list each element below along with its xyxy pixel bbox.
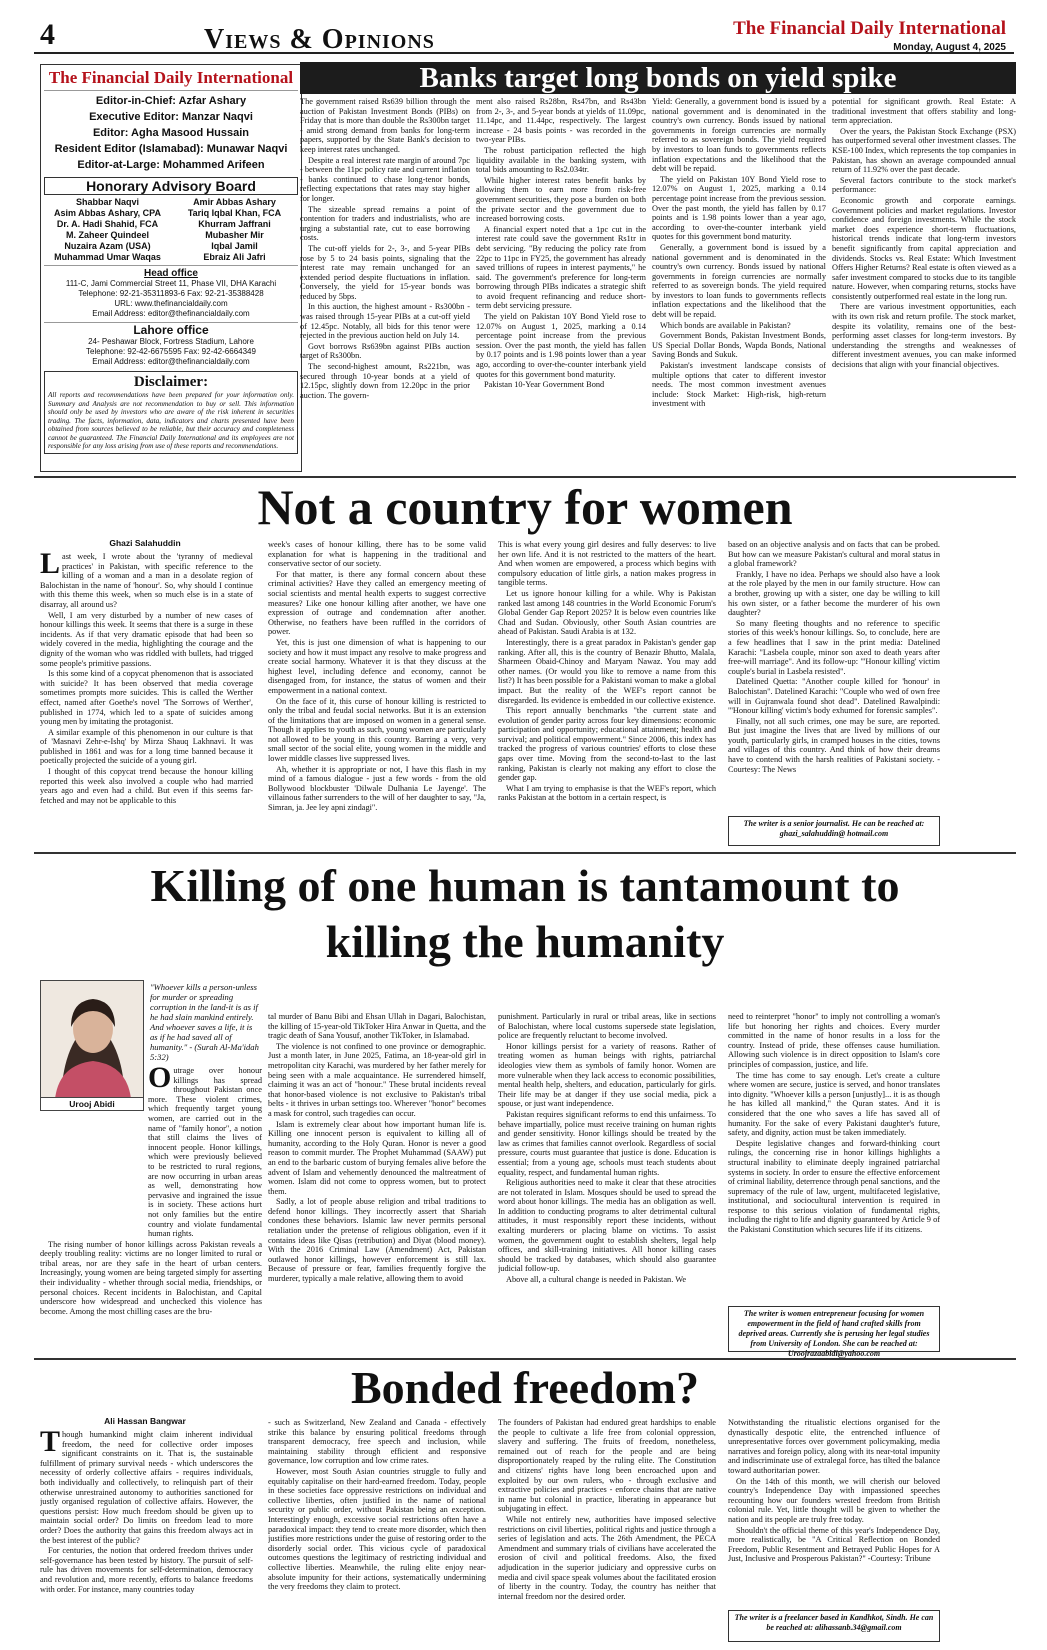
pull-quote: "Whoever kills a person-unless for murder or spreading corruption in the land-it is as if he had slain mankind entirely. And whoever saves a life, it is as if he had saved all of humanity." - (Surah Al-Ma'idah 5:32) xyxy=(150,982,259,1062)
paragraph: Pakistan's investment landscape consists of multiple options that cater to different investor needs. The most common investment avenues include: Stock Market: High-risk, high-return investment with xyxy=(652,361,826,409)
paragraph: Ah, whether it is appropriate or not, I have this flash in my mind of a famous dialogue - just a few words - from the old Bollywood blockbuster 'Dilwale Dulhania Le Jayenge'. The villainous father surrenders to the will of her daughter to say, "Ja, Simran, ja. Jee ley apni zindagi". xyxy=(268,764,486,813)
paragraph: Datelined Quetta: "Another couple killed for 'honour' in Balochistan". Datelined Karachi: "Couple who wed of own free will in Gujranwala found shot dead". Datelined Rawalpindi: "'Honour killing' victim's body exhumed for forensic samples". xyxy=(728,677,940,716)
paragraph xyxy=(40,1066,262,1239)
paragraph: punishment. Particularly in rural or tribal areas, like in sections of Balochistan, where local customs supersede state legislation, police are frequently reluctant to become involved. xyxy=(498,1012,716,1041)
disclaimer-title: Disclaimer: xyxy=(133,374,209,390)
paragraph: This report annually benchmarks "the current state and evolution of gender parity across four key dimensions: economic participation and opportunity; educational attainment; health and survival; and political empowerment." Since 2006, this index has tracked the progress of various countries' efforts to close these gaps over time. Moving from the second-to-last to the last ranking, Pakistan is clearly not making any effort to close the gender gap. xyxy=(498,706,716,783)
office-line: Telephone: 92-21-35311893-6 Fax: 92-21-35388428 xyxy=(78,289,264,298)
paragraph: While not entirely new, authorities have imposed selective restrictions on civil liberties, political rights and justice through a series of legislation and acts. The 26th Amendment, the PECA Amendment and summary trials of civilians have accelerated the erosion of civil and political freedoms. Also, the fixed adjudication in the superior judiciary and oppressive curbs on media and civil space speak volumes about the facilitated erosion of liberty in the country. Today, the country has neither that internal freedom nor the desired order. xyxy=(498,1514,716,1601)
section-divider xyxy=(34,852,1016,854)
paragraph: Shouldn't the official theme of this year's Independence Day, more realistically, be "A Critical Reflection on Bonded Freedom, Public Resentment and Betrayed Public Hopes for A Just, Inclusive and Prosperous Pakistan?" -Courtesy: Tribune xyxy=(728,1525,940,1564)
office-line: Telephone: 92-42-6675595 Fax: 92-42-6664349 xyxy=(86,347,256,356)
advisor-name: Mubasher Mir xyxy=(205,230,264,240)
paragraph: based on an objective analysis and on facts that can be probed. But how can we measure Pakistan's cultural and moral status in a global framework? xyxy=(728,540,940,569)
paragraph: - such as Switzerland, New Zealand and Canada - effectively strike this balance by ensuring political freedoms through transparent democracy, free speech and inclusion, while maintaining stability through efficient and responsive governance, low corruption and low crime rates. xyxy=(268,1418,486,1466)
advisor-name: Amir Abbas Ashary xyxy=(193,197,276,207)
advisor-name: Nuzaira Azam (USA) xyxy=(64,241,151,251)
byline: Ghazi Salahuddin xyxy=(109,538,181,548)
office-email[interactable]: Email Address: editor@thefinancialdaily.com xyxy=(92,309,250,318)
paragraph: The second-highest amount, Rs221bn, was secured through 10-year bonds at a yield of 12.15pc, slightly down from 12.20pc in the prior auction. The govern- xyxy=(300,362,470,400)
paragraph: tal murder of Banu Bibi and Ehsan Ullah in Dagari, Balochistan, the killing of 15-year-old TikToker Hira Anwar in Quetta, and the tragic death of Sana Yousuf, another TikToker, in Islamabad. xyxy=(268,1012,486,1041)
office-line: 24- Peshawar Block, Fortress Stadium, Lahore xyxy=(88,337,254,346)
paragraph: Well, I am very disturbed by a number of new cases of honour killings this week. It seems that there is a surge in these incidents. As if that very dramatic episode that had been so widely covered in the media, highlighting the courage and the dignity of the woman who was riddled with bullets, had trigged some people's primitive passions. xyxy=(40,610,253,668)
article1-column-3 xyxy=(652,97,826,471)
advisor-name: Shabbar Naqvi xyxy=(75,197,140,207)
article2-column-3 xyxy=(498,540,716,847)
article1-column-4 xyxy=(832,97,1016,471)
paragraph: For that matter, is there any formal concern about these criminal activities? Have they called an emergency meeting of social scientists and mental health experts to suggest corrective measures? Like one honour killing after another, we have one expression of outrage and condemnation after another. Otherwise, no feathers have been ruffled in the corridors of power. xyxy=(268,569,486,637)
paragraph: The robust participation reflected the high liquidity available in the banking system, with total bids amounting to Rs2.034tr. xyxy=(476,145,646,175)
article1-column-1 xyxy=(300,97,470,471)
paragraph: Frankly, I have no idea. Perhaps we should also have a look at the role played by the men in our family structure. How can a brother, growing up with a sister, one day be willing to kill his own sister, or a father become the murderer of his own daughter? xyxy=(728,569,940,618)
paragraph: The sizeable spread remains a point of contention for traders and industrialists, who are urging a substantial rate, cut to ease borrowing costs. xyxy=(300,204,470,243)
drop-cap: O xyxy=(148,1066,172,1094)
paragraph: Interestingly, there is a great paradox in Pakistan's gender gap ranking. After all, this is the country of Benazir Bhutto, Malala, Sharmeen Obaid-Chinoy and Maryam Nawaz. You may add other names. (Or would you like to remove a name from this list?) It has been possible for a Pakistani woman to make a global impact. But the reality of the WEF's report cannot be disregarded. Its evidence is embedded in our collective existence. xyxy=(498,637,716,705)
article2-column-4 xyxy=(728,540,940,812)
paragraph: Honor killings persist for a variety of reasons. Rather of treating women as human beings with rights, patriarchal ideologies view them as symbols of family honor. Women are more vulnerable when they lack access to economic possibilities, mental health help, shelters, and education, particularly for girls. Their life may be at danger if they use social media, pick a spouse, or just want independence. xyxy=(498,1041,716,1109)
article2-column-2 xyxy=(268,540,486,847)
paragraph: Several factors contribute to the stock market's performance: xyxy=(832,175,1016,195)
paragraph: Pakistan requires significant reforms to end this unfairness. To behave impartially, police must receive training on human rights and gender sensitivity. Honor killings should be treated by the law as crimes that families cannot overlook. Regardless of social pressure, courts must guarantee that justice is done. Education is essential; from a young age, schools must teach students about equality, respect, and fundamental human rights. xyxy=(498,1109,716,1177)
paragraph: potential for significant growth. Real Estate: A traditional investment that offers stability and long-term appreciation. xyxy=(832,97,1016,126)
paragraph: Finally, not all such crimes, one may be sure, are reported. But just imagine the lives that are lived by millions of our youth, particularly girls, in cramped houses in the cities, towns and villages of this country. And think of how their dreams have to contend with the harsh realities of Pakistani society. -Courtesy: The News xyxy=(728,716,940,774)
paragraph: A similar example of this phenomenon in our culture is that of 'Masnavi Zehr-e-Ishq' by Mirza Shauq Lakhnavi. It was published in 1861 and was for a long time banned because it poetically projected the suicide of a young girl. xyxy=(40,727,253,766)
paragraph: The cut-off yields for 2-, 3-, and 5-year PIBs rose by 5 to 24 basis points, signaling that the interest rate may remain unchanged for an extended period despite fluctuations in inflation. Conversely, the yield for 15-year bonds was reduced by 5bps. xyxy=(300,243,470,301)
paragraph: The violence is not confined to one province or demographic. Just a month later, in June 2025, Fatima, an 18-year-old girl in metropolitan city Karachi, was murdered by her father merely for being seen with a male acquaintance. He surrendered himself, claiming it was an act of "honour." These brutal incidents reveal that honor-based violence is not exclusive to Pakistan's tribal belts - it thrives in urban settings too. Wherever "honor" becomes a mask for control, such tragedies can occur. xyxy=(268,1041,486,1118)
advisor-name: Tariq Iqbal Khan, FCA xyxy=(187,208,282,218)
paragraph: Above all, a cultural change is needed in Pakistan. We xyxy=(506,1275,687,1285)
article3-column-1 xyxy=(40,1066,262,1354)
paragraph: Yield: Generally, a government bond is issued by a national government and is denominated in the country's own currency. Bonds issued by national governments in foreign currencies are normally referred to as sovereign bonds. The yield required by investors to loan funds to governments reflects inflation expectations and the likelihood that the debt will be repaid. xyxy=(652,97,826,174)
byline: Ali Hassan Bangwar xyxy=(104,1416,186,1426)
paragraph: The government raised Rs639 billion through the auction of Pakistan Investment Bonds (PIBs) on Friday that is more than double the Rs300bn target - amid strong demand from banks for long-term papers, supported by the State Bank's decision to keep interest rates unchanged. xyxy=(300,97,470,154)
office-url[interactable]: URL: www.thefinancialdaily.com xyxy=(114,299,228,308)
paragraph: Yet, this is just one dimension of what is happening to our society and how it must impact any resolve to make progress and create social harmony. Whatever it is that they discuss at the highest level, including defence and economy, cannot be disengaged from, for instance, the status of women and their empowerment in a national context. xyxy=(268,637,486,695)
issue-date: Monday, August 4, 2025 xyxy=(893,42,1006,53)
head-office-title: Head office xyxy=(144,268,198,279)
staff-line: Editor-in-Chief: Azfar Ashary xyxy=(95,95,247,107)
paragraph: Economic growth and corporate earnings. Government policies and market regulations. Investor confidence and foreign investments. While the stock market does experience short-term fluctuations, historical trends indicate that long-term investors benefit significantly from capital appreciation and dividends. Stocks vs. Real Estate: Which Investment Offers Higher Returns? Real estate is often viewed as a safer investment compared to stocks due to its tangible nature. However, when comparing returns, stocks have consistently outperformed real estate in the long run. xyxy=(832,195,1016,301)
sidebar-paper-name: The Financial Daily International xyxy=(44,68,298,91)
editorial-staff xyxy=(44,91,298,175)
article3-column-2 xyxy=(268,1012,486,1352)
paragraph: Notwithstanding the ritualistic elections organised for the dynastically despotic elite, the entrenched influence of unrepresentative forces over government policymaking, media narratives and foreign policy, along with its near-total impunity and indiscriminate use of extralegal force, has tilted the balance toward authoritarian power. xyxy=(728,1418,940,1475)
paragraph: A financial expert noted that a 1pc cut in the interest rate could save the government Rs1tr in debt servicing. "By reducing the policy rate from 22pc to 11pc in FY25, the government has already saved trillions of rupees in interest payments," he said. The government's preference for long-term borrowing through PIBs indicates a strategic shift to avoid frequent refinancing and reduce short-term debt servicing pressure. xyxy=(476,224,646,311)
paragraph xyxy=(40,552,253,610)
drop-cap: L xyxy=(40,552,61,580)
paragraph: Pakistan 10-Year Government Bond xyxy=(484,380,605,390)
author-note: The writer is a freelancer based in Kandhkot, Sindh. He can be reached at: alihassanb.34@gmail.com xyxy=(728,1610,940,1642)
disclaimer-text: All reports and recommendations have been prepared for your information only. Summary and Analysis are not recommendation to buy or sell. This information should only be used by investors who are aware of the risk inherent in securities trading. The facts, information, data, indicators and charts presented have been obtained from sources believed to be reliable, but their accuracy and completeness cannot be guaranteed. The Financial Daily International and its employees are not responsible for any loss arising from use of these reports and recommendations. xyxy=(48,391,294,450)
paragraph: There are various investment opportunities, each with its own risk and return profile. The stock market, despite its volatility, remains one of the best-performing asset classes for long-term investors. By understanding the strengths and weaknesses of different investment avenues, you can make informed decisions that align with your financial objectives. xyxy=(832,302,1016,370)
paragraph: In this auction, the highest amount - Rs300bn - was raised through 15-year PIBs at a cut-off yield of 12.45pc. Notably, all bids for this tenor were rejected in the previous auction held on July 14. xyxy=(300,302,470,341)
disclaimer-box xyxy=(44,371,298,454)
paragraph: For centuries, the notion that ordered freedom thrives under self-governance has been tested by history. The pursuit of self-rule has driven movements for self-determination, democracy and revolution and, more recently, efforts to balance freedoms with order. For instance, many countries today xyxy=(40,1546,253,1594)
advisory-board-title: Honorary Advisory Board xyxy=(44,177,298,195)
article3-column-3 xyxy=(498,1012,716,1352)
lahore-office-details xyxy=(44,337,298,367)
article3-column-4 xyxy=(728,1012,940,1304)
advisor-name: Dr. A. Hadi Shahid, FCA xyxy=(56,219,159,229)
paragraph: Let us ignore honour killing for a while. Why is Pakistan ranked last among 148 countries in the World Economic Forum's Global Gender Gap Report 2025? It is below even countries like Chad and Sudan. Obviously, other South Asian countries are ahead of Pakistan. Saudi Arabia is at 132. xyxy=(498,588,716,637)
paragraph: Despite legislative changes and forward-thinking court rulings, the concerning rise in honor killings highlights a structural inability to eliminate deeply ingrained patriarchal systems in society. In order to ensure the effective enforcement of criminal liability, deterrence through penal sanctions, and the supremacy of the rule of law, urgent, multifaceted legislative, institutional, and sociocultural intervention is required in response to this serious violation of fundamental rights, including the right to life and dignity guaranteed by Article 9 of the Pakistani Constitution which secures life if its citizens. xyxy=(728,1138,940,1235)
advisors-right-column xyxy=(171,197,298,263)
paragraph: On the face of it, this curse of honour killing is restricted to only the tribal and feudal social networks. But it is an extension of the limitations that are imposed on women in a general sense. Though it applies to youth as such, young women are particularly not allowed to be young in this country. Barring a very, very small sector of the social elite, young women in the middle and lower middle classes live suppressed lives. xyxy=(268,696,486,764)
paragraph: Which bonds are available in Pakistan? xyxy=(660,320,791,330)
article2-column-1 xyxy=(40,552,253,847)
page-masthead xyxy=(34,14,1014,54)
paragraph: What I am trying to emphasise is that the WEF's report, which ranks Pakistan at the bottom in a certain respect, is xyxy=(498,783,716,803)
advisors-left-column xyxy=(44,197,171,263)
editorial-sidebar xyxy=(40,64,302,472)
staff-line: Editor: Agha Masood Hussain xyxy=(92,127,250,139)
paragraph: Is this some kind of a copycat phenomenon that is associated with suicide? It has been observed that media coverage sometimes prompts more suicides. This is called the Werther effect, named after Goethe's novel 'The Sorrows of Werther', published in 1774, which led to a spate of suicides among young men by imitating the protagonist. xyxy=(40,669,253,727)
article4-column-1 xyxy=(40,1430,253,1642)
advisor-name: Khurram Jaffrani xyxy=(198,219,271,229)
paragraph: However, most South Asian countries struggle to fully and equitably capitalise on their hard-earned freedom. Today, people in these societies face oppressive restrictions on individual and collective liberties, often justified in the name of national security or public order, without Pakistan being an exception. Interestingly enough, excessive social restrictions often have a paradoxical impact: they tend to create more disorder, which then justifies more restrictions under the guise of restoring order to the disorderly social order. This vicious cycle of paradoxical outcomes questions the legitimacy of restricting individual and collective liberties. Meanwhile, the ruling elite enjoy near-absolute impunity for their actions, systematically undermining the very freedoms they claim to protect. xyxy=(268,1466,486,1592)
article1-column-2 xyxy=(476,97,646,471)
headline-line: Killing of one human is tantamount to xyxy=(150,860,900,911)
paragraph: The rising number of honor killings across Pakistan reveals a deeply troubling reality: victims are no longer limited to rural or tribal areas, nor are they safe in the heart of urban centers. Increasingly, young women are being targeted simply for asserting their individuality - whether through social media, friendships, or personal choices. Recent incidents in Balochistan, and Capital underscore how widespread and unchecked this violence has become. Among the most chilling cases are the bru- xyxy=(40,1239,262,1316)
advisor-name: Muhammad Umar Waqas xyxy=(54,252,161,262)
office-line: 111-C, Jami Commercial Street 11, Phase VII, DHA Karachi xyxy=(65,279,277,288)
paragraph: ment also raised Rs28bn, Rs47bn, and Rs43bn from 2-, 3-, and 5-year bonds at yields of 11.09pc, 11.14pc, and 11.44pc, respectively. The largest increase - 24 basis points - was recorded in the two-year PIBs. xyxy=(476,97,646,145)
paragraph: Islam is extremely clear about how important human life is. Killing one innocent person is equivalent to killing all of humanity, according to the Holy Quran. Honor is never a good reason to commit murder. The Prophet Muhammad (SAAW) put an end to the barbaric custom of burying females alive before the advent of Islam and vehemently denounced the maltreatment of women. Islam did not come to oppress women, but to protect them. xyxy=(268,1119,486,1196)
staff-line: Editor-at-Large: Mohammed Arifeen xyxy=(77,159,265,171)
head-office-details xyxy=(44,279,298,319)
article-headline-bonds: Banks target long bonds on yield spike xyxy=(300,62,1016,94)
office-email[interactable]: Email Address: editor@thefinancialdaily.com xyxy=(92,357,250,366)
author-photo-caption: Urooj Abidi xyxy=(40,1098,144,1111)
paragraph: Sadly, a lot of people abuse religion and tribal traditions to defend honor killings. They incorrectly assert that Shariah condones these behaviors. Islamic law never permits personal retaliation under the pretense of religious obligation, even if it contains ideas like Qisas (retribution) and Diyat (blood money). With the 2016 Criminal Law (Amendment) Act, Pakistan outlawed honor killings, however enforcement is still lax. Because of pressure or fear, families frequently forgive the murderer, typically a male relative, allowing them to avoid xyxy=(268,1197,486,1284)
paragraph: I thought of this copycat trend because the honour killing reported this week also involved a couple who had married years ago and even had a child. But even if this seems far-fetched and may not be applicable to this xyxy=(40,767,253,805)
article4-column-2 xyxy=(268,1418,486,1642)
paragraph: The founders of Pakistan had endured great hardships to enable the people to cultivate a life free from colonial oppression, slavery and suffering. The fruits of freedom, nonetheless, remained out of reach for the people and are being disproportionately reaped by the ruling elite. The Constitution and citizens' rights have long been encroached upon and exploited by our own rulers, who - through exclusive and extractive policies and practices - enforce chains that are native in name but colonial in practice, liberating in appearance but subjugating in effect. xyxy=(498,1418,716,1514)
paragraph: So many fleeting thoughts and no reference to specific stories of this week's honour killings. So, to conclude, here are a few headlines that I saw in the print media: Datelined Karachi: "Lasbela couple, minor son axed to death years after free-will marriage". And its follow-up: "'Honour killing' victim couple's burial in Lasbela resisted". xyxy=(728,618,940,676)
paragraph-text: utrage over honour killings has spread throughout Pakistan once more. These violent crimes, which frequently target young women, are carried out in the name of "family honor", a notion that still claims the lives of innocent people. Honor killings, which were previously believed to be restricted to rural regions, are now occurring in urban areas as well, demonstrating how pervasive and ingrained the issue is in society. These actions hurt not only families but the entire country and violate fundamental human rights. xyxy=(148,1066,262,1239)
paper-name: The Financial Daily International xyxy=(733,18,1006,39)
advisor-name: Asim Abbas Ashary, CPA xyxy=(53,208,162,218)
paragraph: The yield on Pakistan 10Y Bond Yield rose to 12.07% on August 1, 2025, marking a 0.14 percentage point increase from the previous session. Over the past month, the yield has fallen by 0.17 points and is 1.98 points lower than a year ago, according to over-the-counter interbank yield quotes for this government bond maturity. xyxy=(476,312,646,379)
headline-line: killing the humanity xyxy=(325,916,725,967)
author-note: The writer is a senior journalist. He can be reached at: ghazi_salahuddin@ hotmail.com xyxy=(728,816,940,846)
advisory-board-list xyxy=(44,197,298,266)
paragraph: While higher interest rates benefit banks by allowing them to earn more from risk-free government securities, they pose a burden on both the private sector and the government due to increased borrowing costs. xyxy=(476,175,646,224)
paragraph: Govt borrows Rs639bn against PIBs auction target of Rs300bn. xyxy=(300,341,470,361)
author-note: The writer is women entrepreneur focusing for women empowerment in the field of hand crafted skills from deprived areas. Currently she is perusing her legal studies from University of London. She can be reached at: Uroojrazaabidi@yahoo.com xyxy=(728,1306,940,1352)
paragraph: The time has come to say enough. Let's create a culture where women are secure, justice is served, and honor translates into dignity. "Whoever kills a person [unjustly]... it is as though he has killed all mankind," the Quran states. And it is considered that the one who saves a life has saved all of humanity. For the sake of every Pakistani daughter's future, safety, and dignity, action must be taken immediately. xyxy=(728,1070,940,1138)
paragraph: week's cases of honour killing, there has to be some valid explanation for what is happening in the traditional and conservative sector of our society. xyxy=(268,540,486,569)
paragraph xyxy=(40,1430,253,1545)
article-headline-freedom: Bonded freedom? xyxy=(351,1362,699,1413)
paragraph-text: hough humankind might claim inherent individual freedom, the need for collective order imposes significant constraints on it. That is, the sustainable fulfillment of primary survival needs - which underscores the necessity of orderly collective affairs - requires individuals, both individually and collectively, to relinquish part of their otherwise unrestrained autonomy to authorities sanctioned for justly organised regulation of collective affairs. However, the questions persist: How much freedom should be given up to maintain social order? Do limits on freedom lead to more order? Does the authority that gains this freedom always act in the best interest of the public? xyxy=(40,1430,253,1545)
drop-cap: T xyxy=(40,1430,61,1458)
paragraph: Generally, a government bond is issued by a national government and is denominated in the country's own currency. Bonds issued by national governments in foreign currencies are normally referred to as sovereign bonds. The yield required by investors to loan funds to governments reflects inflation expectations and the likelihood that the debt will be repaid. xyxy=(652,242,826,320)
staff-line: Executive Editor: Manzar Naqvi xyxy=(89,111,253,123)
paragraph: need to reinterpret "honor" to imply not controlling a woman's life but honoring her rights and choices. Every murder committed in the name of honor results in a loss for the country. Instead of pride, these offenses cause humiliation. Allowing such violence is in direct opposition to Islam's core principles of compassion, justice, and life. xyxy=(728,1012,940,1069)
article-headline-humanity xyxy=(34,858,1016,970)
paragraph-text: ast week, I wrote about the 'tyranny of medieval practices' in Pakistan, with specific reference to the killing of a woman and a man in a desolate region of Balochistan in the name of 'honour'. So, why should I continue with this theme this week, when so much else is in a state of disarray, all around us? xyxy=(40,552,253,609)
paragraph: This is what every young girl desires and fully deserves: to live her own life. And it is not restricted to the matters of the heart. And when women are empowered, a process which begins with compulsory education of little girls, a nation makes progress in tangible terms. xyxy=(498,540,716,588)
page-number: 4 xyxy=(40,18,55,51)
section-divider xyxy=(34,1358,1016,1360)
advisor-name: Iqbal Jamil xyxy=(211,241,258,251)
section-title: Views & Opinions xyxy=(204,24,435,55)
paragraph: Government Bonds, Pakistan Investment Bonds, US Special Dollar Bonds, Wapda Bonds, National Saving Bonds and Sukuk. xyxy=(652,331,826,360)
article4-column-4 xyxy=(728,1418,940,1604)
paragraph: The yield on Pakistan 10Y Bond Yield rose to 12.07% on August 1, 2025, marking a 0.14 percentage point increase from the previous session. Over the past month, the yield has fallen by 0.17 points and is 1.98 points lower than a year ago, according to over-the-counter interbank yield quotes for this government bond maturity. xyxy=(652,174,826,242)
article4-column-3 xyxy=(498,1418,716,1642)
advisor-name: Ebraiz Ali Jafri xyxy=(203,252,266,262)
article-headline-women: Not a country for women xyxy=(257,479,793,535)
paragraph: Religious authorities need to make it clear that these atrocities are not tolerated in Islam. Mosques should be used to spread the word about honor killings. The media has an obligation as well. In addition to conducting programs to alter detrimental cultural attitudes, it must responsibly report these incidents, without exalting murderers or placing blame on victims. To assist women, the government ought to establish shelters, legal help offices, and skill-training initiatives. All honor killing cases should be tracked by databases, which should also guarantee judicial follow-up. xyxy=(498,1178,716,1274)
paragraph: Over the years, the Pakistan Stock Exchange (PSX) has outperformed several other investment classes. The KSE-100 Index, which represents the top companies in Pakistan, has shown an average compounded annual return of 11.92% over the past decade. xyxy=(832,126,1016,175)
staff-line: Resident Editor (Islamabad): Munawar Naqvi xyxy=(54,143,288,155)
advisor-name: M. Zaheer Quindeel xyxy=(65,230,150,240)
paragraph: Despite a real interest rate margin of around 7pc - between the 11pc policy rate and current inflation - banks continued to chase long-tenor bonds, reflecting expectations that rates may stay higher for longer. xyxy=(300,155,470,203)
paragraph: On the 14th of this month, we will cherish our beloved country's Independence Day with impassioned speeches recounting how our founders wrested freedom from British colonial rule. Yet, little thought will be given to whether the nation and its people are truly free today. xyxy=(728,1476,940,1524)
lahore-office-title: Lahore office xyxy=(44,322,298,337)
